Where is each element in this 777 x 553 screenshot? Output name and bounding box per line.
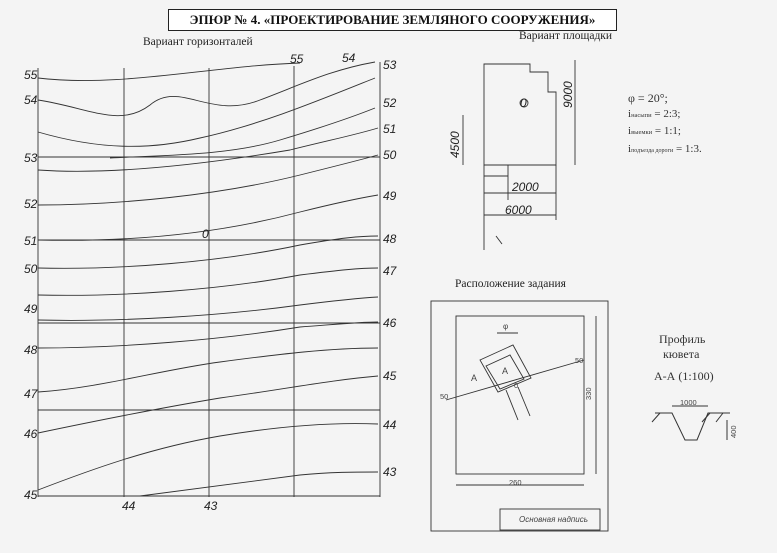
contour-label-left: 49 (24, 302, 38, 316)
contour-41 (140, 472, 378, 496)
dim-2000: 2000 (512, 180, 539, 194)
contour-label-left: 51 (24, 234, 38, 248)
contour-label-left: 54 (24, 93, 38, 107)
contour-50 (38, 155, 378, 205)
contour-46 (38, 297, 378, 320)
layout-dim-50-left: 50 (440, 392, 449, 401)
dim-9000: 9000 (561, 81, 575, 108)
layout-dim-260: 260 (509, 478, 522, 487)
param-phi: φ = 20°; (628, 91, 668, 105)
stamp-label: Основная надпись (519, 515, 588, 524)
contour-55 (38, 63, 300, 81)
site-plan (463, 60, 575, 250)
dim-4500: 4500 (448, 131, 462, 158)
contour-label-right: 43 (383, 465, 397, 479)
site-zero-mark: 0 (520, 96, 527, 110)
contour-52 (110, 108, 375, 158)
sheet-title: ЭПЮР № 4. «ПРОЕКТИРОВАНИЕ ЗЕМЛЯНОГО СООРУЖЕНИЯ» (168, 9, 617, 31)
contour-label-left: 52 (24, 197, 38, 211)
dim-6000: 6000 (505, 203, 532, 217)
contour-53 (38, 78, 375, 146)
contour-label-right: 53 (383, 58, 397, 72)
contour-45 (38, 322, 378, 348)
contour-label-right: 48 (383, 232, 397, 246)
layout-a-right: A (502, 366, 509, 376)
contour-label-bottom: 43 (204, 499, 218, 513)
layout-heading: Расположение задания (455, 278, 566, 290)
layout-diagram (431, 301, 608, 531)
contour-label-top: 54 (342, 51, 356, 65)
layout-dim-50-right: 50 (575, 356, 584, 365)
zero-mark: 0 (202, 227, 209, 241)
contour-42 (38, 424, 378, 491)
contour-label-right: 47 (383, 264, 397, 278)
contour-label-right: 45 (383, 369, 397, 383)
contour-label-left: 47 (24, 387, 38, 401)
contour-label-left: 48 (24, 343, 38, 357)
layout-a-left: A (471, 373, 478, 383)
contour-label-right: 46 (383, 316, 397, 330)
contour-label-left: 45 (24, 488, 38, 502)
contour-47 (38, 268, 378, 295)
contour-label-left: 53 (24, 151, 38, 165)
contour-label-left: 46 (24, 427, 38, 441)
contour-label-right: 52 (383, 96, 397, 110)
ditch-dim-400: 400 (729, 425, 738, 438)
layout-phi: φ (503, 322, 509, 331)
contour-label-left: 55 (24, 68, 38, 82)
contour-54 (38, 62, 375, 116)
layout-zero: 0 (514, 381, 519, 390)
contour-label-right: 49 (383, 189, 397, 203)
param-road: iподъезда дороги = 1:3. (628, 143, 702, 155)
site-heading: Вариант площадки (519, 30, 613, 42)
contour-label-bottom: 44 (122, 499, 136, 513)
contour-label-right: 51 (383, 122, 397, 136)
layout-dim-330: 330 (584, 387, 593, 400)
param-fill: iнасыпи = 2:3; (628, 108, 681, 120)
ditch-heading-2: кювета (663, 347, 700, 361)
ditch-dim-1000: 1000 (680, 398, 697, 407)
contour-label-left: 50 (24, 262, 38, 276)
contour-label-right: 44 (383, 418, 397, 432)
ditch-section: А-А (1:100) (654, 369, 714, 383)
contour-label-top: 55 (290, 52, 304, 66)
contour-51 (38, 128, 378, 171)
ditch-heading-1: Профиль (659, 332, 706, 346)
contour-lines (38, 62, 378, 496)
contour-label-right: 50 (383, 148, 397, 162)
param-cut: iвыемки = 1:1; (628, 125, 681, 137)
contour-map-heading: Вариант горизонталей (143, 36, 253, 48)
ditch-profile (652, 406, 730, 440)
contour-44 (38, 348, 378, 392)
